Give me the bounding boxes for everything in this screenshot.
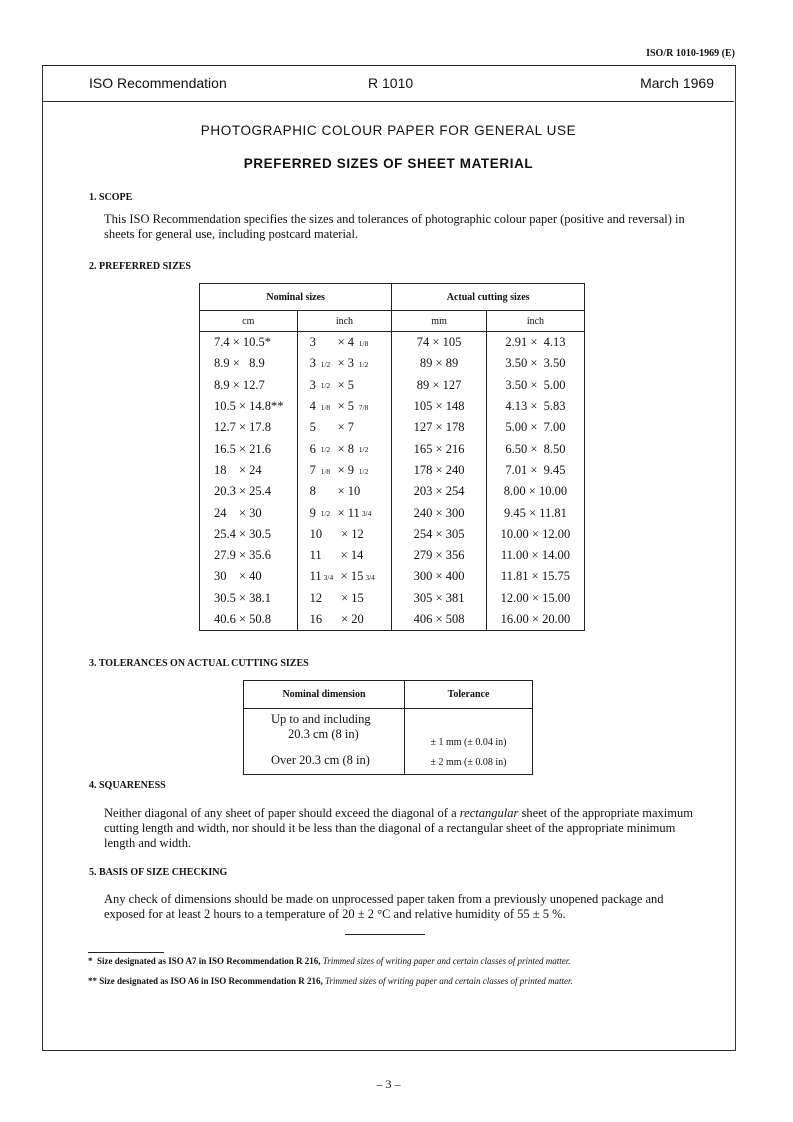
- footnote-rule: [88, 952, 164, 953]
- nominal-inch: 11 3/4 × 15 3/4: [297, 566, 392, 587]
- text: sheet of the appropriate maximum cutting length and width, nor should it be less than the diagonal of a rectangular sheet of the appropriate minimum length and width.: [104, 806, 693, 850]
- actual-mm: 178 × 240: [392, 460, 487, 481]
- text: Size designated as ISO A6 in ISO Recommendation R 216,: [99, 976, 326, 986]
- nominal-inch: 3 1/2 × 3 1/2: [297, 353, 392, 374]
- whole-value: 4: [347, 335, 355, 350]
- group-header: Actual cutting sizes: [392, 284, 585, 311]
- table-row: [200, 481, 585, 502]
- tolerance-value: ± 1 mm (± 0.04 in): [405, 709, 533, 751]
- actual-mm: 305 × 381: [392, 588, 487, 609]
- footnote: [88, 976, 573, 986]
- section-text: This ISO Recommendation specifies the sizes and tolerances of photographic colour paper (positive and reversal) in sheets for general use, including postcard material.: [104, 212, 685, 241]
- page-subtitle: PREFERRED SIZES OF SHEET MATERIAL: [243, 156, 534, 171]
- header-right: March 1969: [640, 75, 714, 91]
- nominal-cm: 24 × 30: [200, 502, 298, 523]
- actual-inch: 10.00 × 12.00: [486, 524, 584, 545]
- actual-inch: 7.01 × 9.45: [486, 460, 584, 481]
- fraction: 1/2: [320, 509, 331, 519]
- fraction: 1/8: [358, 338, 369, 348]
- nominal-cm: 8.9 × 8.9: [200, 353, 298, 374]
- whole-value: 6: [309, 441, 316, 456]
- actual-inch: 11.81 × 15.75: [486, 566, 584, 587]
- actual-inch: 12.00 × 15.00: [486, 588, 584, 609]
- nominal-inch: 9 1/2 × 11 3/4: [297, 502, 392, 523]
- actual-mm: 300 × 400: [392, 566, 487, 587]
- column-header: mm: [392, 311, 487, 332]
- section-text: [104, 806, 704, 851]
- text: Size designated as ISO A7 in ISO Recommendation R 216,: [97, 956, 323, 966]
- actual-mm: 240 × 300: [392, 502, 487, 523]
- nominal-inch: 3 1/2 × 5: [297, 375, 392, 396]
- nominal-inch: 7 1/8 × 9 1/2: [297, 460, 392, 481]
- actual-mm: 406 × 508: [392, 609, 487, 631]
- nominal-cm: 40.6 × 50.8: [200, 609, 298, 631]
- table-row: [200, 353, 585, 374]
- nominal-cm: 18 × 24: [200, 460, 298, 481]
- actual-inch: 11.00 × 14.00: [486, 545, 584, 566]
- actual-mm: 254 × 305: [392, 524, 487, 545]
- fraction: 3/4: [323, 573, 334, 583]
- nominal-cm: 12.7 × 17.8: [200, 417, 298, 438]
- actual-mm: 203 × 254: [392, 481, 487, 502]
- actual-inch: 3.50 × 5.00: [486, 375, 584, 396]
- fraction: 1/8: [320, 466, 331, 476]
- actual-inch: 9.45 × 11.81: [486, 502, 584, 523]
- fraction: 1/2: [358, 445, 369, 455]
- section-heading: 5. BASIS OF SIZE CHECKING: [89, 867, 228, 878]
- whole-value: 20: [351, 612, 364, 626]
- whole-value: 12: [309, 590, 323, 605]
- whole-value: 10: [309, 526, 323, 541]
- fraction: 3/4: [361, 509, 372, 519]
- header-left: ISO Recommendation: [89, 75, 227, 91]
- group-header: Nominal sizes: [200, 284, 392, 311]
- whole-value: 16: [309, 612, 323, 626]
- table-row: [200, 396, 585, 417]
- whole-value: 5: [347, 399, 355, 414]
- fraction: 1/2: [320, 445, 331, 455]
- nominal-inch: 4 1/8 × 5 7/8: [297, 396, 392, 417]
- whole-value: 9: [347, 462, 355, 477]
- nominal-cm: 25.4 × 30.5: [200, 524, 298, 545]
- actual-inch: 2.91 × 4.13: [486, 332, 584, 354]
- whole-value: 10: [347, 484, 361, 499]
- actual-inch: 5.00 × 7.00: [486, 417, 584, 438]
- actual-inch: 6.50 × 8.50: [486, 438, 584, 459]
- whole-value: 14: [350, 548, 364, 563]
- whole-value: 8: [309, 484, 316, 499]
- nominal-cm: 8.9 × 12.7: [200, 375, 298, 396]
- whole-value: 12: [351, 526, 364, 541]
- emphasis: rectangular: [459, 806, 519, 820]
- table-row: [200, 524, 585, 545]
- nominal-cm: 30.5 × 38.1: [200, 588, 298, 609]
- dimension-text: 20.3 cm (8 in): [288, 727, 359, 741]
- actual-mm: 127 × 178: [392, 417, 487, 438]
- fraction: 1/2: [358, 466, 369, 476]
- table-row: [200, 332, 585, 354]
- nominal-cm: 20.3 × 25.4: [200, 481, 298, 502]
- actual-mm: 165 × 216: [392, 438, 487, 459]
- whole-value: 9: [309, 505, 316, 520]
- dimension-text: Over 20.3 cm (8 in): [244, 750, 405, 775]
- preferred-sizes-table: [199, 283, 585, 631]
- section-heading: 1. SCOPE: [89, 192, 133, 203]
- header-center: R 1010: [368, 75, 414, 91]
- nominal-inch: 8 × 10: [297, 481, 392, 502]
- table-row: [200, 460, 585, 481]
- text: Neither diagonal of any sheet of paper should exceed the diagonal of a: [104, 806, 460, 820]
- fraction: 7/8: [358, 402, 369, 412]
- emphasis: Trimmed sizes of writing paper and certain classes of printed matter.: [322, 956, 571, 966]
- whole-value: 11: [309, 569, 322, 584]
- table-row: [200, 502, 585, 523]
- table-row: [200, 609, 585, 631]
- column-header: cm: [200, 311, 298, 332]
- whole-value: 7: [347, 420, 355, 435]
- nominal-inch: 3 × 4 1/8: [297, 332, 392, 354]
- fraction: 1/2: [358, 360, 369, 370]
- actual-inch: 16.00 × 20.00: [486, 609, 584, 631]
- emphasis: Trimmed sizes of writing paper and certain classes of printed matter.: [325, 976, 573, 986]
- footnote-mark: **: [88, 976, 97, 986]
- section-heading: 3. TOLERANCES ON ACTUAL CUTTING SIZES: [89, 658, 309, 669]
- whole-value: 8: [347, 441, 355, 456]
- actual-inch: 4.13 × 5.83: [486, 396, 584, 417]
- whole-value: 3: [309, 335, 316, 350]
- dimension-text: Up to and including: [271, 712, 371, 726]
- actual-mm: 74 × 105: [392, 332, 487, 354]
- section-heading: 4. SQUARENESS: [89, 780, 166, 791]
- whole-value: 7: [309, 462, 316, 477]
- fraction: 1/2: [320, 360, 331, 370]
- actual-mm: 105 × 148: [392, 396, 487, 417]
- actual-mm: 89 × 127: [392, 375, 487, 396]
- nominal-inch: 11 × 14: [297, 545, 392, 566]
- fraction: 1/2: [320, 381, 331, 391]
- page-number: – 3 –: [376, 1077, 401, 1091]
- column-header: Tolerance: [405, 681, 533, 709]
- whole-value: 5: [347, 377, 355, 392]
- tolerance-value: ± 2 mm (± 0.08 in): [405, 750, 533, 775]
- nominal-inch: 12 × 15: [297, 588, 392, 609]
- whole-value: 3: [309, 356, 316, 371]
- table-row: [200, 375, 585, 396]
- page-title: PHOTOGRAPHIC COLOUR PAPER FOR GENERAL USE: [200, 123, 577, 138]
- column-header: inch: [297, 311, 392, 332]
- nominal-inch: 16 × 20: [297, 609, 392, 631]
- nominal-inch: 6 1/2 × 8 1/2: [297, 438, 392, 459]
- nominal-inch: 10 × 12: [297, 524, 392, 545]
- nominal-cm: 30 × 40: [200, 566, 298, 587]
- document-reference: ISO/R 1010-1969 (E): [646, 48, 735, 59]
- whole-value: 3: [347, 356, 355, 371]
- whole-value: 3: [309, 377, 316, 392]
- nominal-cm: 7.4 × 10.5*: [200, 332, 298, 354]
- tolerance-table: [243, 680, 533, 775]
- footnote: [88, 956, 571, 966]
- actual-inch: 8.00 × 10.00: [486, 481, 584, 502]
- column-header: inch: [486, 311, 584, 332]
- table-row: [200, 438, 585, 459]
- actual-inch: 3.50 × 3.50: [486, 353, 584, 374]
- table-row: [200, 566, 585, 587]
- whole-value: 15: [350, 569, 364, 584]
- whole-value: 5: [309, 420, 316, 435]
- table-row: [200, 545, 585, 566]
- whole-value: 11: [309, 548, 322, 563]
- actual-mm: 279 × 356: [392, 545, 487, 566]
- nominal-inch: 5 × 7: [297, 417, 392, 438]
- whole-value: 4: [309, 399, 316, 414]
- nominal-cm: 27.9 × 35.6: [200, 545, 298, 566]
- nominal-cm: 16.5 × 21.6: [200, 438, 298, 459]
- page-header: [42, 65, 734, 102]
- section-text: Any check of dimensions should be made on unprocessed paper taken from a previously unopened package and exposed for at least 2 hours to a temperature of 20 ± 2 °C and relative humidity of 55 ± 5 %.: [104, 892, 664, 921]
- nominal-cm: 10.5 × 14.8**: [200, 396, 298, 417]
- whole-value: 15: [351, 590, 364, 605]
- column-header: Nominal dimension: [244, 681, 405, 709]
- fraction: 1/8: [320, 402, 331, 412]
- fraction: 3/4: [365, 573, 375, 583]
- table-row: [200, 588, 585, 609]
- separator: [345, 934, 425, 935]
- whole-value: 11: [347, 505, 360, 520]
- table-row: [200, 417, 585, 438]
- actual-mm: 89 × 89: [392, 353, 487, 374]
- footnote-mark: *: [88, 956, 93, 966]
- section-heading: 2. PREFERRED SIZES: [89, 261, 191, 272]
